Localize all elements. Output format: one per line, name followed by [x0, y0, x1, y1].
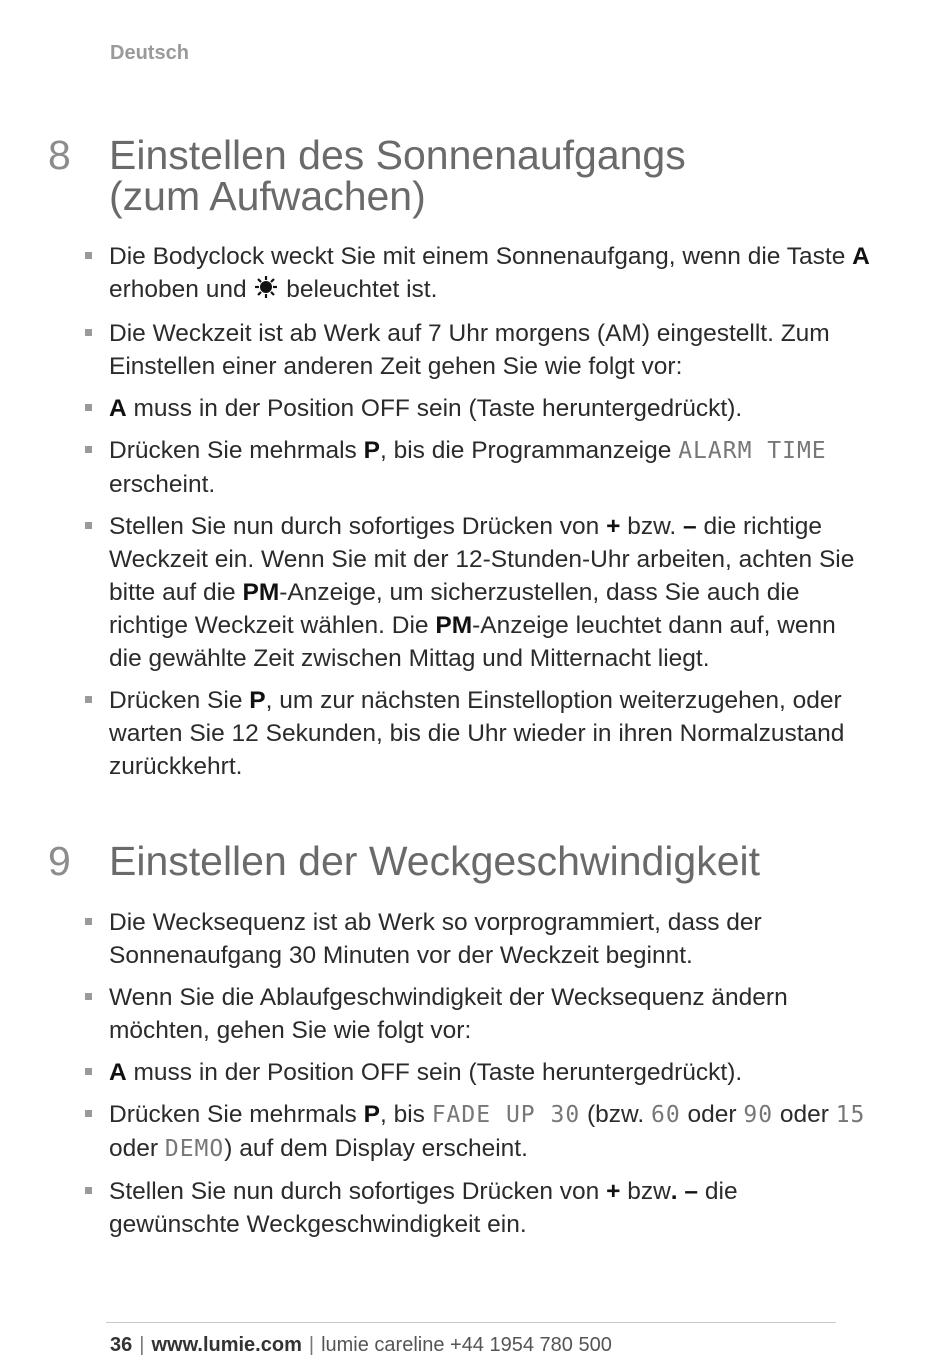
bullet-square — [85, 404, 92, 411]
list-item: A muss in der Position OFF sein (Taste heruntergedrückt). — [85, 1056, 875, 1089]
display-readout: 60 — [650, 1102, 681, 1128]
list-item: Drücken Sie mehrmals P, bis die Programmanzeige ALARM TIME erscheint. — [85, 434, 875, 501]
section-9-list — [85, 906, 875, 1250]
section-8-subtitle: (zum Aufwachen) — [109, 173, 426, 219]
bullet-square — [85, 1068, 92, 1075]
bullet-square — [85, 1187, 92, 1194]
display-readout: ALARM TIME — [678, 438, 827, 464]
footer-separator: | — [308, 1334, 315, 1356]
bullet-square — [85, 329, 92, 336]
page-footer — [110, 1334, 612, 1357]
minus-key: – — [684, 1178, 699, 1205]
footer-separator: | — [139, 1334, 145, 1356]
list-item: Stellen Sie nun durch sofortiges Drücken von + bzw. – die richtige Weckzeit ein. Wenn Sie mit der 12-Stunden-Uhr arbeiten, achten Sie bitte auf die PM-Anzeige, um sicherzustellen, dass Sie auch die richtige Weckzeit wählen. Die PM-Anzeige leuchtet dann auf, wenn die gewählte Zeit zwischen Mittag und Mitternacht liegt. — [85, 510, 875, 675]
bullet-square — [85, 696, 92, 703]
display-readout: 90 — [743, 1102, 774, 1128]
bullet-square — [85, 446, 92, 453]
list-item: Die Weckzeit ist ab Werk auf 7 Uhr morgens (AM) eingestellt. Zum Einstellen einer anderen Zeit gehen Sie wie folgt vor: — [85, 317, 875, 383]
display-readout: DEMO — [164, 1136, 225, 1162]
display-readout: 15 — [835, 1102, 866, 1128]
list-item: A muss in der Position OFF sein (Taste heruntergedrückt). — [85, 392, 875, 425]
section-8-number: 8 — [48, 132, 71, 178]
section-9-title: Einstellen der Weckgeschwindigkeit — [109, 838, 761, 884]
list-item: Stellen Sie nun durch sofortiges Drücken von + bzw. – die gewünschte Weckgeschwindigkeit ein. — [85, 1175, 875, 1241]
bullet-square — [85, 252, 92, 259]
language-label: Deutsch — [110, 42, 189, 64]
footer-divider — [106, 1322, 836, 1323]
display-readout: FADE UP 30 — [431, 1102, 581, 1128]
list-item: Die Wecksequenz ist ab Werk so vorprogrammiert, dass der Sonnenaufgang 30 Minuten vor der Weckzeit beginnt. — [85, 906, 875, 972]
list-item: Wenn Sie die Ablaufgeschwindigkeit der Wecksequenz ändern möchten, gehen Sie wie folgt vor: — [85, 981, 875, 1047]
section-8-title: Einstellen des Sonnenaufgangs — [109, 132, 686, 178]
sun-icon — [253, 275, 279, 308]
section-8-list — [85, 240, 875, 792]
bullet-square — [85, 918, 92, 925]
section-9-number: 9 — [48, 838, 71, 884]
bullet-square — [85, 993, 92, 1000]
minus-key: – — [683, 513, 697, 540]
list-item: Die Bodyclock weckt Sie mit einem Sonnenaufgang, wenn die Taste A erhoben und beleuchtet ist. — [85, 240, 875, 308]
plus-key: + — [606, 1178, 621, 1205]
website-link[interactable]: www.lumie.com — [151, 1334, 302, 1356]
page-number: 36 — [110, 1334, 133, 1356]
careline-text: lumie careline +44 1954 780 500 — [321, 1334, 612, 1356]
list-item: Drücken Sie P, um zur nächsten Einstelloption weiterzugehen, oder warten Sie 12 Sekunden, bis die Uhr wieder in ihren Normalzustand zurückkehrt. — [85, 684, 875, 783]
bullet-square — [85, 1110, 92, 1117]
plus-key: + — [606, 513, 621, 540]
bullet-square — [85, 522, 92, 529]
list-item: Drücken Sie mehrmals P, bis FADE UP 30 (bzw. 60 oder 90 oder 15 oder DEMO) auf dem Display erscheint. — [85, 1098, 875, 1166]
